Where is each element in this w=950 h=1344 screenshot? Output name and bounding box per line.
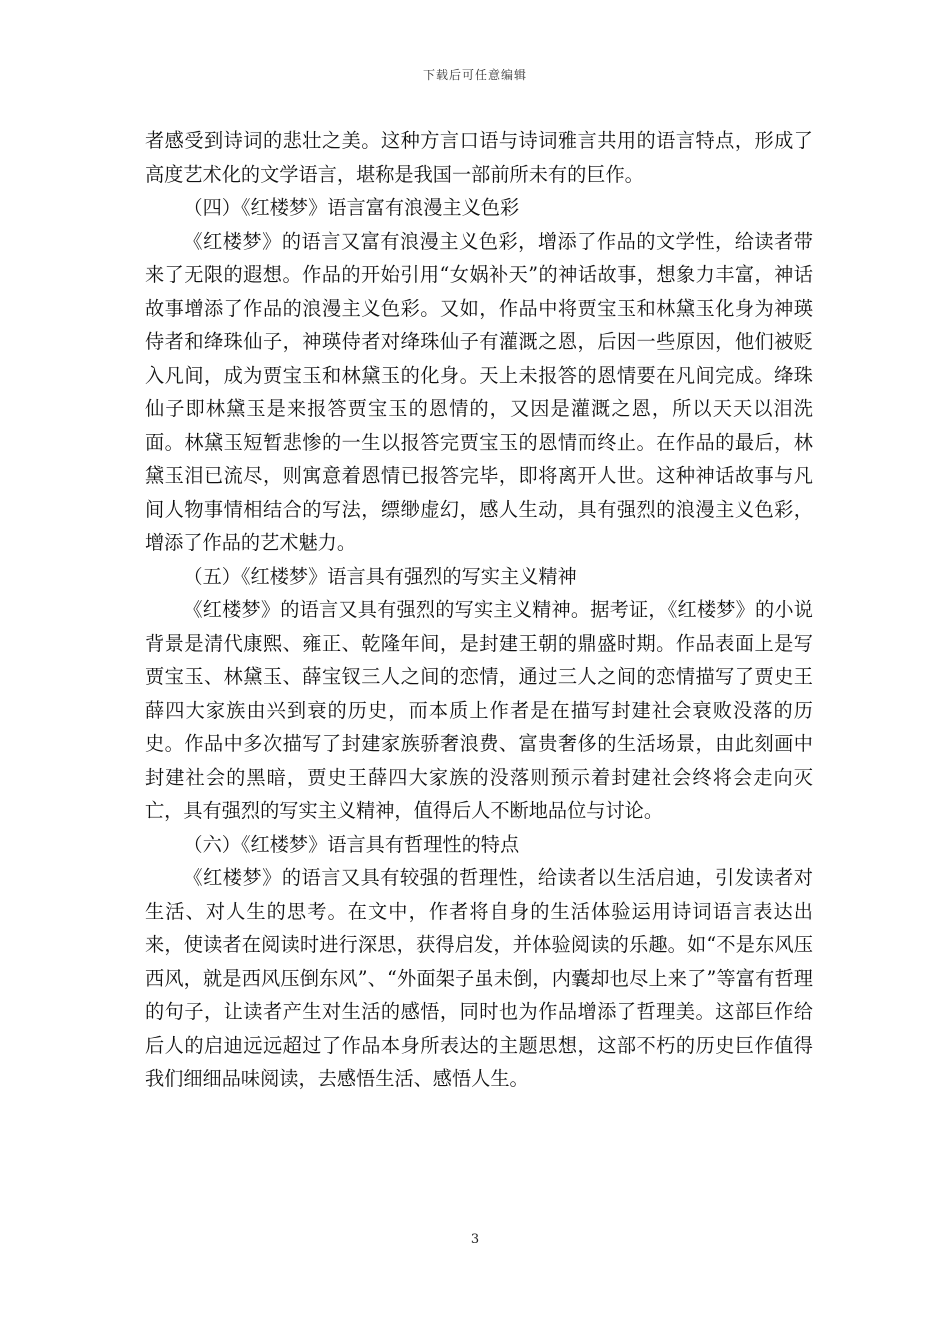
page-number: 3 <box>470 1232 480 1247</box>
document-body <box>145 124 813 1096</box>
section-heading-5: （五）《红楼梦》语言具有强烈的写实主义精神 <box>183 564 577 588</box>
page-header: 下载后可任意编辑 <box>422 68 527 82</box>
paragraph-philosophy: 《红楼梦》的语言又具有较强的哲理性，给读者以生活启迪，引发读者对生活、对人生的思考。在文中，作者将自身的生活体验运用诗词语言表达出来，使读者在阅读时进行深思，获得启发，并体验阅读的乐趣。如“不是东风压西风，就是西风压倒东风”、“外面架子虽未倒，内囊却也尽上来了”等富有哲理的句子，让读者产生对生活的感悟，同时也为作品增添了哲理美。这部巨作给后人的启迪远远超过了作品本身所表达的主题思想，这部不朽的历史巨作值得我们细细品味阅读，去感悟生活、感悟人生。 <box>145 866 813 1090</box>
section-heading-6: （六）《红楼梦》语言具有哲理性的特点 <box>183 832 520 856</box>
paragraph-continued: 者感受到诗词的悲壮之美。这种方言口语与诗词雅言共用的语言特点，形成了高度艺术化的文学语言，堪称是我国一部前所未有的巨作。 <box>145 129 813 186</box>
paragraph-realism: 《红楼梦》的语言又具有强烈的写实主义精神。据考证，《红楼梦》的小说背景是清代康熙、雍正、乾隆年间，是封建王朝的鼎盛时期。作品表面上是写贾宝玉、林黛玉、薛宝钗三人之间的恋情，通过三人之间的恋情描写了贾史王薛四大家族由兴到衰的历史，而本质上作者是在描写封建社会衰败没落的历史。作品中多次描写了封建家族骄奢浪费、富贵奢侈的生活场景，由此刻画中封建社会的黑暗，贾史王薛四大家族的没落则预示着封建社会终将会走向灭亡，具有强烈的写实主义精神，值得后人不断地品位与讨论。 <box>145 598 813 822</box>
paragraph-romanticism: 《红楼梦》的语言又富有浪漫主义色彩，增添了作品的文学性，给读者带来了无限的遐想。作品的开始引用“女娲补天”的神话故事，想象力丰富，神话故事增添了作品的浪漫主义色彩。又如，作品中将贾宝玉和林黛玉化身为神瑛侍者和绛珠仙子，神瑛侍者对绛珠仙子有灌溉之恩，后因一些原因，他们被贬入凡间，成为贾宝玉和林黛玉的化身。天上未报答的恩情要在凡间完成。绛珠仙子即林黛玉是来报答贾宝玉的恩情的，又因是灌溉之恩，所以天天以泪洗面。林黛玉短暂悲惨的一生以报答完贾宝玉的恩情而终止。在作品的最后，林黛玉泪已流尽，则寓意着恩情已报答完毕，即将离开人世。这种神话故事与凡间人物事情相结合的写法，缥缈虚幻，感人生动，具有强烈的浪漫主义色彩，增添了作品的艺术魅力。 <box>145 229 813 554</box>
section-heading-4: （四）《红楼梦》语言富有浪漫主义色彩 <box>183 196 520 219</box>
